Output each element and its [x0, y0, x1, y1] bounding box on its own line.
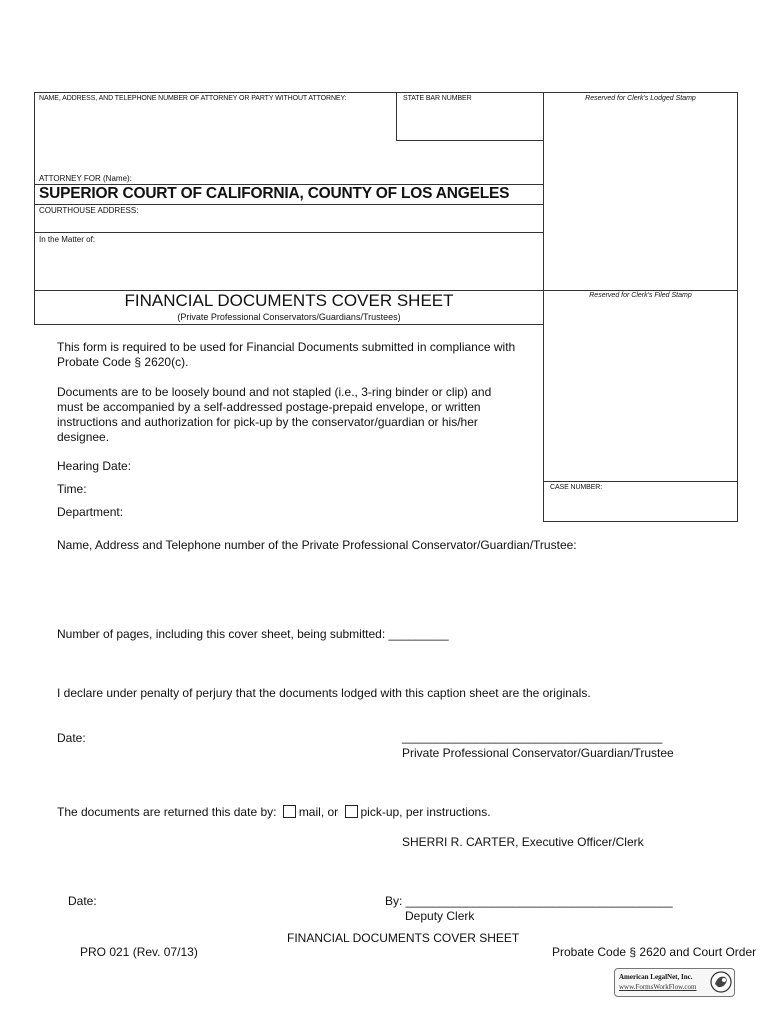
courthouse-bottom-line — [34, 232, 544, 233]
form-subtitle: (Private Professional Conservators/Guardians/Trustees) — [177, 312, 401, 322]
pickup-option-label: pick-up, per instructions. — [360, 805, 491, 819]
instructions-paragraph-1: This form is required to be used for Financial Documents submitted in compliance with Probate Code § 2620(c). — [57, 340, 516, 369]
pickup-checkbox[interactable] — [345, 805, 358, 818]
returned-by-row — [57, 805, 491, 820]
right-border — [737, 92, 738, 522]
publisher-name: American LegalNet, Inc. — [619, 973, 693, 981]
clerk-name: SHERRI R. CARTER, Executive Officer/Clerk — [402, 835, 644, 849]
filed-stamp-label: Reserved for Clerk's Filed Stamp — [589, 292, 692, 299]
court-name: SUPERIOR COURT OF CALIFORNIA, COUNTY OF LOS ANGELES — [39, 185, 510, 202]
probate-code-reference: Probate Code § 2620 and Court Order — [552, 945, 757, 959]
conservator-info-label: Name, Address and Telephone number of the Private Professional Conservator/Guardian/Trustee: — [57, 538, 577, 552]
instructions-paragraph-2: Documents are to be loosely bound and not stapled (i.e., 3-ring binder or clip) and must be accompanied by a self-addressed postage-prepaid envelope, or written instructions and authorization for pick-up by the conservator/guardian or his/her designee. — [57, 385, 492, 444]
state-bar-left-border — [396, 92, 397, 140]
time-label: Time: — [57, 482, 87, 496]
page-count-field[interactable]: Number of pages, including this cover sheet, being submitted: _________ — [57, 627, 449, 641]
publisher-logo-icon — [710, 971, 732, 993]
mail-option-label: mail, or — [298, 805, 339, 819]
form-number: PRO 021 (Rev. 07/13) — [80, 945, 198, 959]
signature-line[interactable]: _______________________________________ — [402, 730, 663, 744]
case-number-bottom-line — [543, 521, 738, 522]
form-title: FINANCIAL DOCUMENTS COVER SHEET — [124, 291, 454, 310]
declaration-date-label: Date: — [57, 731, 86, 745]
state-bar-bottom-border — [396, 140, 544, 141]
title-bottom-line — [34, 324, 544, 325]
courthouse-address-label: COURTHOUSE ADDRESS: — [39, 206, 139, 215]
attorney-for-label: ATTORNEY FOR (Name): — [39, 174, 132, 183]
state-bar-label: STATE BAR NUMBER — [403, 95, 472, 102]
publisher-badge — [614, 968, 735, 997]
footer-title: FINANCIAL DOCUMENTS COVER SHEET — [287, 931, 520, 945]
returned-text: The documents are returned this date by: — [57, 805, 277, 819]
department-label: Department: — [57, 505, 124, 519]
attorney-label: NAME, ADDRESS, AND TELEPHONE NUMBER OF ATTORNEY OR PARTY WITHOUT ATTORNEY: — [39, 95, 347, 102]
publisher-url[interactable]: www.FormsWorkFlow.com — [619, 983, 697, 991]
signature-caption: Private Professional Conservator/Guardian/Trustee — [402, 746, 674, 760]
case-number-label: CASE NUMBER: — [550, 484, 603, 491]
matter-label: In the Matter of: — [39, 235, 96, 244]
hearing-date-label: Hearing Date: — [57, 459, 132, 473]
by-signature-line[interactable]: By: ________________________________________ — [385, 894, 673, 908]
perjury-declaration: I declare under penalty of perjury that the documents lodged with this caption sheet are the originals. — [57, 686, 591, 700]
court-name-bottom-line — [34, 204, 544, 205]
top-border — [34, 92, 737, 93]
lodged-stamp-label: Reserved for Clerk's Lodged Stamp — [585, 95, 696, 102]
clerk-date-label: Date: — [68, 894, 97, 908]
case-number-top-line — [543, 481, 738, 482]
deputy-clerk-label: Deputy Clerk — [405, 909, 475, 923]
mail-checkbox[interactable] — [283, 805, 296, 818]
